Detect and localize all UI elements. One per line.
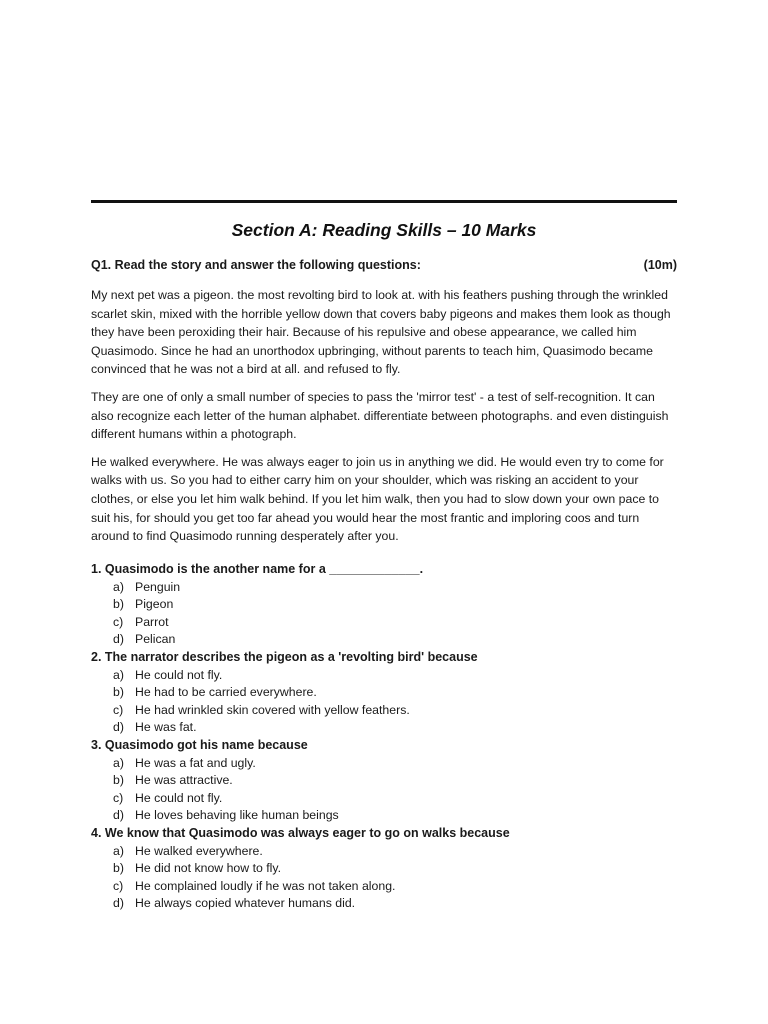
question-3 xyxy=(91,737,677,825)
question-2 xyxy=(91,649,677,737)
option-item xyxy=(91,878,677,896)
option-text: He had wrinkled skin covered with yellow feathers. xyxy=(135,702,410,717)
option-letter: d) xyxy=(113,896,124,911)
option-text: He complained loudly if he was not taken along. xyxy=(135,878,396,893)
question-4 xyxy=(91,825,677,913)
option-item xyxy=(91,790,677,808)
option-text: He was a fat and ugly. xyxy=(135,755,256,770)
passage-paragraph-2: They are one of only a small number of species to pass the 'mirror test' - a test of self-recognition. It can also recognize each letter of the human alphabet. differentiate between photographs. and even distinguish different humans within a photograph. xyxy=(91,389,669,442)
option-item xyxy=(91,596,677,614)
option-letter: a) xyxy=(113,667,124,682)
question-marks: (10m) xyxy=(643,258,677,272)
header-divider xyxy=(91,200,677,203)
option-text: He had to be carried everywhere. xyxy=(135,685,317,700)
option-text: He always copied whatever humans did. xyxy=(135,896,356,911)
option-text: He loves behaving like human beings xyxy=(135,808,339,823)
option-item xyxy=(91,702,677,720)
option-item xyxy=(91,631,677,649)
option-text: He walked everywhere. xyxy=(135,843,263,858)
option-item xyxy=(91,895,677,913)
option-item xyxy=(91,860,677,878)
option-letter: a) xyxy=(113,755,124,770)
option-item xyxy=(91,772,677,790)
option-text: Pelican xyxy=(135,632,176,647)
option-letter: a) xyxy=(113,579,124,594)
option-letter: b) xyxy=(113,773,124,788)
option-letter: b) xyxy=(113,861,124,876)
option-letter: d) xyxy=(113,632,124,647)
option-item xyxy=(91,807,677,825)
question-text: 1. Quasimodo is the another name for a _____________. xyxy=(91,562,424,576)
option-text: He was fat. xyxy=(135,720,197,735)
option-item xyxy=(91,579,677,597)
question-text: 2. The narrator describes the pigeon as a 'revolting bird' because xyxy=(91,649,478,664)
option-letter: b) xyxy=(113,685,124,700)
option-item xyxy=(91,755,677,773)
question-list xyxy=(91,561,677,913)
option-text: Penguin xyxy=(135,579,181,594)
passage-paragraph-3: He walked everywhere. He was always eager to join us in anything we did. He would even try to come for walks with us. So you had to either carry him on your shoulder, which was risking an accident to your clothes, or else you let him walk behind. If you let him walk, then you had to slow down your own pace to suit his, for should you get too far ahead you would hear the most frantic and imploring coos and turn around to find Quasimodo running desperately after you. xyxy=(91,454,664,544)
option-text: He did not know how to fly. xyxy=(135,861,282,876)
question-heading xyxy=(91,258,677,272)
option-item xyxy=(91,614,677,632)
option-text: He was attractive. xyxy=(135,773,233,788)
section-title: Section A: Reading Skills – 10 Marks xyxy=(231,220,537,240)
option-text: He could not fly. xyxy=(135,790,223,805)
option-letter: d) xyxy=(113,720,124,735)
option-item xyxy=(91,684,677,702)
option-text: Parrot xyxy=(135,614,169,629)
option-letter: c) xyxy=(113,790,124,805)
option-letter: c) xyxy=(113,878,124,893)
option-letter: a) xyxy=(113,843,124,858)
option-item xyxy=(91,719,677,737)
option-item xyxy=(91,667,677,685)
question-1 xyxy=(91,561,677,649)
question-text: 3. Quasimodo got his name because xyxy=(91,737,308,752)
option-letter: b) xyxy=(113,597,124,612)
option-letter: c) xyxy=(113,614,124,629)
question-instruction: Q1. Read the story and answer the following questions: xyxy=(91,258,421,272)
option-text: He could not fly. xyxy=(135,667,223,682)
question-text: 4. We know that Quasimodo was always eager to go on walks because xyxy=(91,825,510,840)
option-letter: c) xyxy=(113,702,124,717)
option-item xyxy=(91,843,677,861)
passage-paragraph-1: My next pet was a pigeon. the most revolting bird to look at. with his feathers pushing through the wrinkled scarlet skin, mixed with the horrible yellow down that covers baby pigeons and makes them look as though they have been peroxiding their hair. Because of his repulsive and obese appearance, we called him Quasimodo. Since he had an unorthodox upbringing, without parents to teach him, Quasimodo became convinced that he was not a bird at all. and refused to fly. xyxy=(91,288,671,377)
reading-passage xyxy=(91,286,677,555)
option-letter: d) xyxy=(113,808,124,823)
option-text: Pigeon xyxy=(135,597,174,612)
